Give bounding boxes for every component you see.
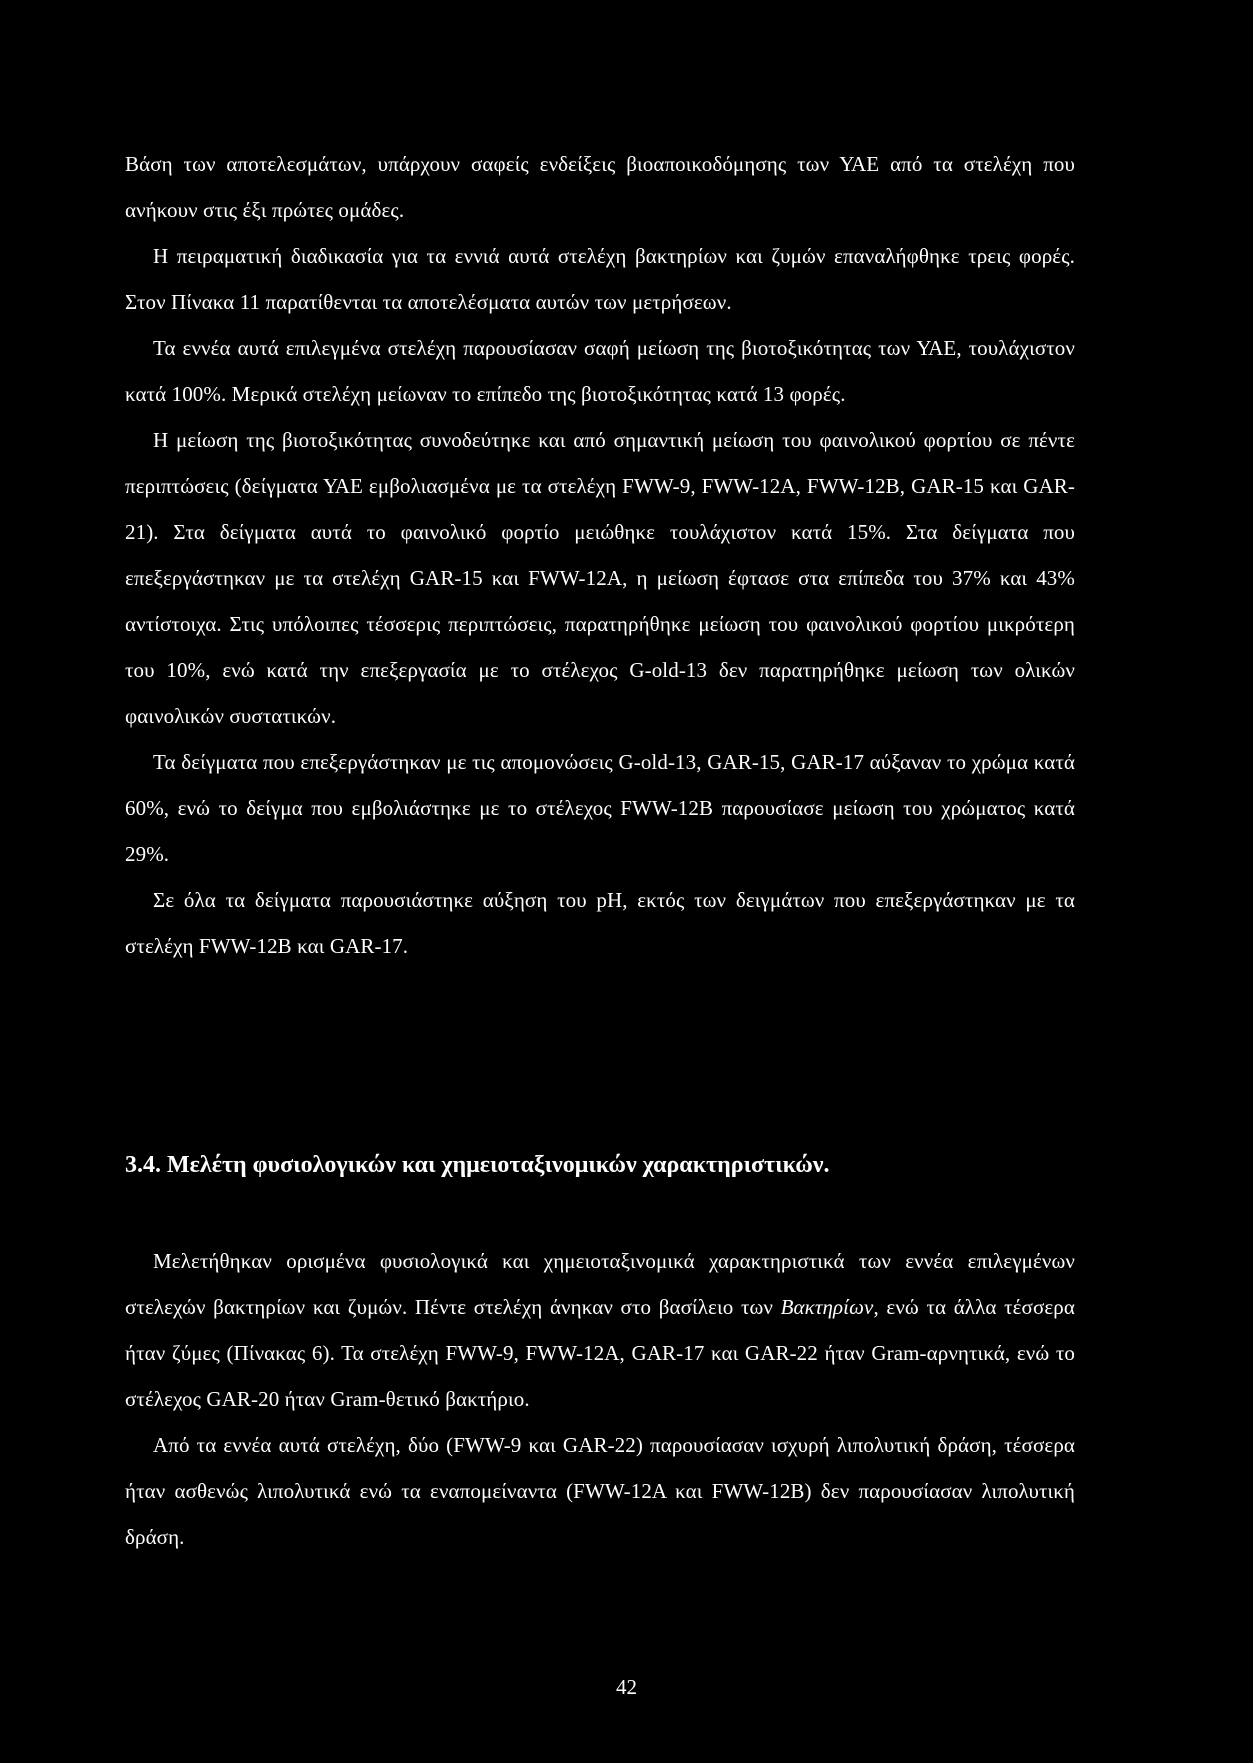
paragraph-characteristics-part-1: Μελετήθηκαν ορισμένα φυσιολογικά και χημειοταξινομικά χαρακτηριστικά των εννέα επιλεγμένων στελεχών βακτηρίων και ζυμών. Πέντε στελέχη άνηκαν στο βασίλειο των [125, 1249, 1075, 1319]
page-number: 42 [616, 1675, 637, 1699]
paragraph-phenolic-load: Η μείωση της βιοτοξικότητας συνοδεύτηκε και από σημαντική μείωση του φαινολικού φορτίου σε πέντε περιπτώσεις (δείγματα ΥΑΕ εμβολιασμένα με τα στελέχη FWW-9, FWW-12A, FWW-12B, GAR-15 και GAR-21). Στα δείγματα αυτά το φαινολικό φορτίο μειώθηκε τουλάχιστον κατά 15%. Στα δείγματα που επεξεργάστηκαν με τα στελέχη GAR-15 και FWW-12A, η μείωση έφτασε στα επίπεδα του 37% και 43% αντίστοιχα. Στις υπόλοιπες τέσσερις περιπτώσεις, παρατηρήθηκε μείωση του φαινολικού φορτίου μικρότερη του 10%, ενώ κατά την επεξεργασία με το στέλεχος G-old-13 δεν παρατηρήθηκε μείωση των ολικών φαινολικών συστατικών. [125, 428, 1075, 728]
paragraph-characteristics-part-2: , ενώ τα άλλα τέσσερα ήταν ζύμες (Πίνακας 6). Τα στελέχη FWW-9, FWW-12A, GAR-17 και GAR-22 ήταν Gram-αρνητικά, ενώ το στέλεχος GAR-20 ήταν Gram-θετικό βακτήριο. [125, 1295, 1075, 1411]
paragraph-biotoxicity-reduction: Τα εννέα αυτά επιλεγμένα στελέχη παρουσίασαν σαφή μείωση της βιοτοξικότητας των ΥΑΕ, τουλάχιστον κατά 100%. Μερικά στελέχη μείωναν το επίπεδο της βιοτοξικότητας κατά 13 φορές. [125, 336, 1075, 406]
paragraph-biodegradation: Βάση των αποτελεσμάτων, υπάρχουν σαφείς ενδείξεις βιοαποικοδόμησης των ΥΑΕ από τα στελέχη που ανήκουν στις έξι πρώτες ομάδες. [125, 152, 1075, 222]
paragraph-lipolytic-activity: Από τα εννέα αυτά στελέχη, δύο (FWW-9 και GAR-22) παρουσίασαν ισχυρή λιπολυτική δράση, τέσσερα ήταν ασθενώς λιπολυτικά ενώ τα εναπομείναντα (FWW-12A και FWW-12B) δεν παρουσίασαν λιπολυτική δράση. [125, 1433, 1075, 1549]
paragraph-characteristics [125, 1238, 1075, 1422]
paragraph-experimental-procedure: Η πειραματική διαδικασία για τα εννιά αυτά στελέχη βακτηρίων και ζυμών επαναλήφθηκε τρεις φορές. Στον Πίνακα 11 παρατίθενται τα αποτελέσματα αυτών των μετρήσεων. [125, 244, 1075, 314]
section-heading: 3.4. Μελέτη φυσιολογικών και χημειοταξινομικών χαρακτηριστικών. [125, 1152, 830, 1178]
paragraph-ph-increase: Σε όλα τα δείγματα παρουσιάστηκε αύξηση του pH, εκτός των δειγμάτων που επεξεργάστηκαν με τα στελέχη FWW-12B και GAR-17. [125, 888, 1075, 958]
results-text-block [125, 141, 1075, 969]
paragraph-color-change: Τα δείγματα που επεξεργάστηκαν με τις απομονώσεις G-old-13, GAR-15, GAR-17 αύξαναν το χρώμα κατά 60%, ενώ το δείγμα που εμβολιάστηκε με το στέλεχος FWW-12B παρουσίασε μείωση του χρώματος κατά 29%. [125, 750, 1075, 866]
characteristics-text-block [125, 1238, 1075, 1560]
bacteria-italic-term: Βακτηρίων [780, 1295, 874, 1319]
